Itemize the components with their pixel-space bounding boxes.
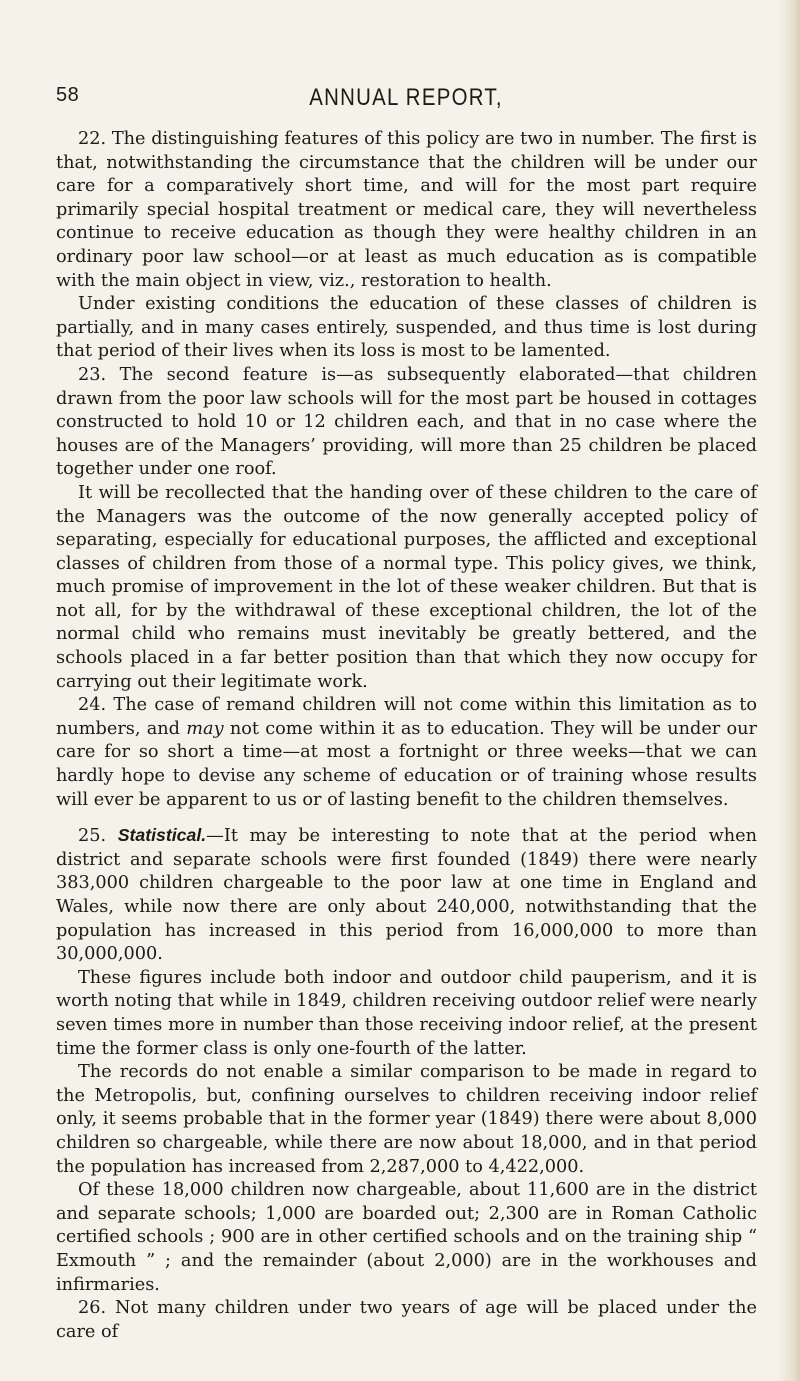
paragraph-24-text-end: not come within it as to education. They will be under our care for so short a time—at most a fortnight or three weeks—that we can hardly hope to devise any scheme of education or of training whose results will ever be apparent to us or of lasting benefit to the children themselves. <box>56 718 757 810</box>
paragraph-25-number: 25. <box>78 826 107 847</box>
paragraph-25-metropolis: The records do not enable a similar comparison to be made in regard to the Metropolis, but, confining ourselves to children receiving indoor relief only, it seems probable that in the former year (1849) there were about 8,000 children so chargeable, while there are now about 18,000, and in that period the population has increased from 2,287,000 to 4,422,000. <box>56 1062 757 1177</box>
paragraph-23-continued: It will be recollected that the handing over of these children to the care of the Managers was the outcome of the now generally accepted policy of separating, especially for educational purposes, the afflicted and exceptional classes of children from those of a normal type. This policy gives, we think, much promise of improvement in the lot of these weaker children. But that is not all, for by the withdrawal of these exceptional children, the lot of the normal child who remains must inevitably be greatly bettered, and the schools placed in a far better position than that which they now occupy for carrying out their legitimate work. <box>56 482 757 692</box>
paragraph-24 <box>56 694 757 812</box>
paragraph-22: 22. The distinguishing features of this policy are two in number. The first is that, notwithstanding the circumstance that the children will be under our care for a comparatively short time, and will for the most part require primarily special hospital treatment or medical care, they will nevertheless continue to receive education as though they were healthy children in an ordinary poor law school—or at least as much education as is compatible with the main object in view, viz., restoration to health. <box>56 129 757 291</box>
paragraph-24-text-start: 24. The case of remand children will not come within this limitation as to numbers, and <box>56 695 757 739</box>
paragraph-25-figures: These figures include both indoor and outdoor child pauperism, and it is worth noting that while in 1849, children receiving outdoor relief were nearly seven times more in number than those receiving indoor relief, at the present time the former class is only one-fourth of the latter. <box>56 967 757 1059</box>
page-edge-shadow <box>778 0 800 1381</box>
page-number: 58 <box>56 84 80 106</box>
paragraph-25-text: —It may be interesting to note that at the period when district and separate schools were first founded (1849) there were nearly 383,000 children chargeable to the poor law at one time in England and Wales, while now there are only about 240,000, notwithstanding that the population has increased in this period from 16,000,000 to more than 30,000,000. <box>56 826 757 965</box>
running-head: ANNUAL REPORT, <box>309 84 503 111</box>
paragraph-25-breakdown: Of these 18,000 children now chargeable, about 11,600 are in the district and separate schools; 1,000 are boarded out; 2,300 are in Roman Catholic certified schools ; 900 are in other certified schools and on the training ship “ Exmouth ” ; and the remainder (about 2,000) are in the workhouses and infirmaries. <box>56 1180 757 1295</box>
paragraph-23: 23. The second feature is—as subsequently elaborated—that children drawn from the poor law schools will for the most part be housed in cottages constructed to hold 10 or 12 children each, and that in no case where the houses are of the Managers’ providing, will more than 25 children be placed together under one roof. <box>56 364 757 480</box>
section-heading-statistical: Statistical. <box>117 825 207 846</box>
page-header <box>56 84 756 118</box>
paragraph-25 <box>56 824 757 967</box>
report-body <box>56 128 757 1344</box>
paragraph-26: 26. Not many children under two years of age will be placed under the care of <box>56 1298 757 1342</box>
paragraph-22-continued: Under existing conditions the education of these classes of children is partially, and in many cases entirely, suspended, and thus time is lost during that period of their lives when its loss is most to be lamented. <box>56 294 757 362</box>
emphasis-may: may <box>186 718 224 739</box>
